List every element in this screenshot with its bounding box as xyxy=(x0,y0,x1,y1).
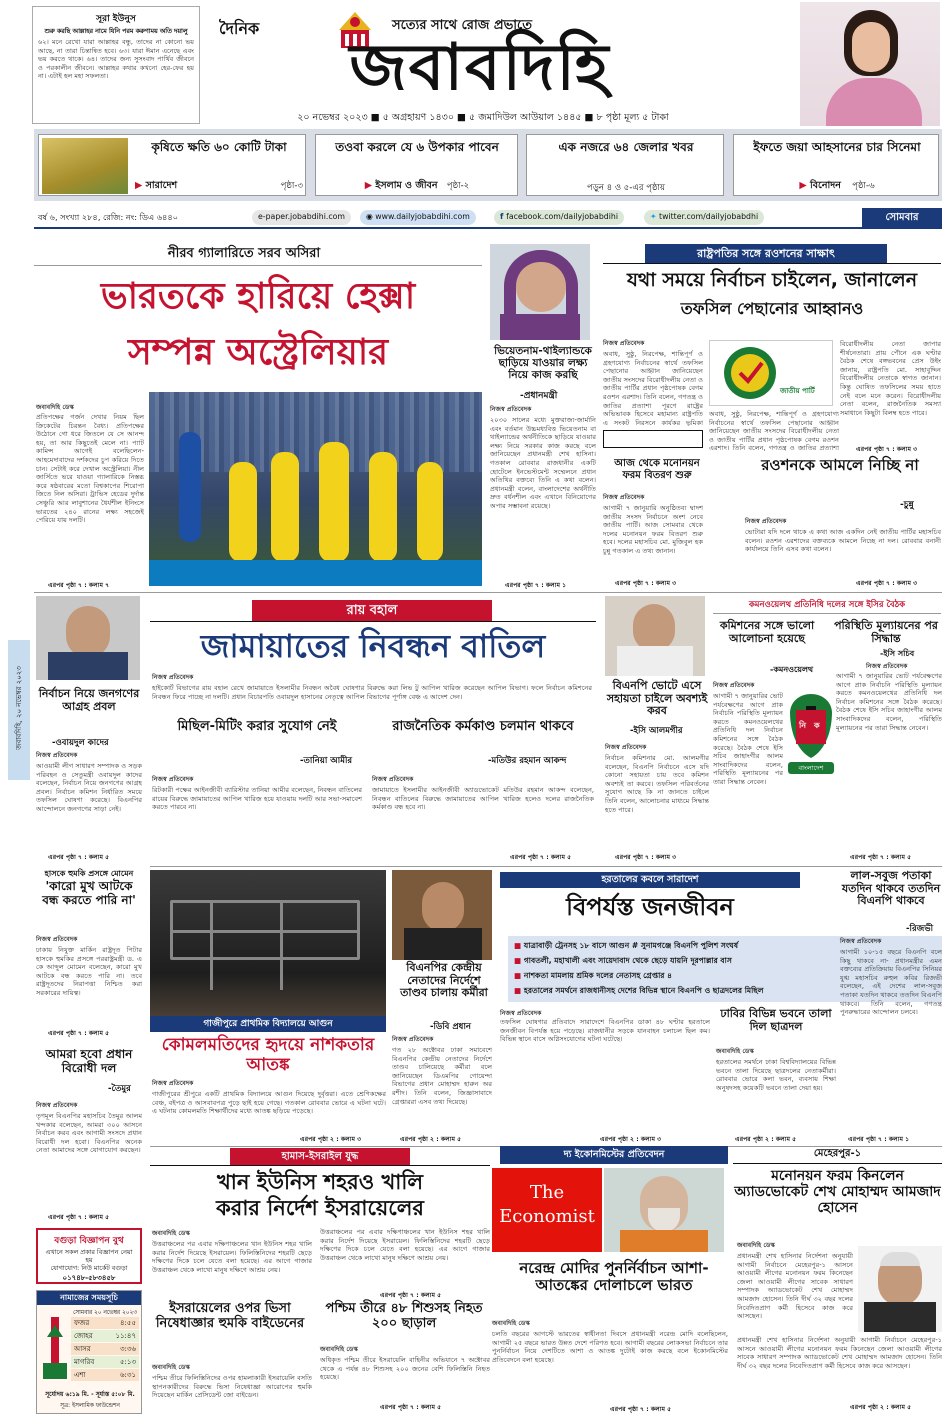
pm-attrib: -প্রধানমন্ত্রী xyxy=(520,391,558,401)
teaser-page: পৃষ্ঠা-৩ xyxy=(280,181,303,191)
actress-photo xyxy=(800,2,940,126)
facebook-icon: f xyxy=(500,212,507,221)
economist-continue: এরপর পৃষ্ঠা ৭ : কলাম ৫ xyxy=(610,1406,672,1413)
economist-byline: জবাবদিহি ডেস্ক xyxy=(492,1320,530,1327)
commonwealth-attrib-right: -ইসি সচিব xyxy=(880,649,915,658)
hasan-byline: নিজস্ব প্রতিবেদক xyxy=(36,936,78,943)
commonwealth-kicker: কমনওয়েলথ প্রতিনিধি দলের সঙ্গে ইসির বৈঠক xyxy=(713,598,941,614)
ad-box[interactable] xyxy=(36,1228,142,1284)
prayer-title: নামাজের সময়সূচি xyxy=(37,1291,141,1305)
quran-subtitle: শুরু করছি আল্লাহর নামে যিনি পরম করুণাময় অতি দয়ালু xyxy=(44,28,188,35)
ec-photo xyxy=(605,596,705,676)
section-rule xyxy=(150,866,942,867)
meherpur-kicker: মেহেরপুর-১ xyxy=(733,1146,942,1164)
hartal-continue: এরপর পৃষ্ঠা ২ : কলাম ৩ xyxy=(600,1136,662,1143)
side-date: জবাবদিহি, ২০ নভেম্বর ২০২৩ xyxy=(8,640,30,780)
election-commission-logo: নি ক বাংলাদেশ xyxy=(786,690,836,780)
economist-kicker: দ্য ইকোনমিস্টের প্রতিবেদন xyxy=(500,1146,728,1164)
jamaat-continue: এরপর পৃষ্ঠা ৭ : কলাম ৫ xyxy=(510,854,572,861)
quader-body: আওয়ামী লীগ সাধারণ সম্পাদক ও সড়ক পরিবহন ও সেতুমন্ত্রী ওবায়দুল কাদের বলেছেন, নির্বাচন নিয়ে জনগণের আগ্রহ প্রবল। নির্বাচন কমিশন নির্ধারিত সময়ে তফসিল ঘোষণা করেছে। বিএনপির আন্দোলনে জনগণের সাড়া নেই। xyxy=(36,762,142,813)
forms-body: আগামী ৭ জানুয়ারি অনুষ্ঠিতব্য দ্বাদশ জাতীয় সংসদ নির্বাচনে অংশ নেবে জাতীয় পার্টি। আজ সোমবার থেকে দলের মনোনয়ন ফরম বিতরণ শুরু হবে। দলের মহাসচিব মো. মুজিবুল হক চুন্নু গতকাল এ তথ্য জানান। xyxy=(603,504,703,555)
economist-logo: The Economist xyxy=(492,1168,602,1252)
mosque-icon xyxy=(41,1313,69,1383)
forms-continue: এরপর পৃষ্ঠা ৭ : কলাম ৩ xyxy=(615,580,677,587)
president-kicker: রাষ্ট্রপতির সঙ্গে রওশনের সাক্ষাৎ xyxy=(603,244,941,264)
westbank-headline: পশ্চিম তীরে ৪৮ শিশুসহ নিহত ২০০ ছাড়াল xyxy=(325,1301,483,1331)
teaser-section: বিনোদন xyxy=(810,180,841,191)
forms-byline: নিজস্ব প্রতিবেদক xyxy=(603,494,645,501)
section-rule xyxy=(34,592,942,593)
meherpur-body-2: প্রধানমন্ত্রী শেখ হাসিনার নির্দেশনা অনুযায়ী আগামী নির্বাচনে মেহেরপুর-১ আসনে আওয়ামী লীগের মনোনয়ন ফরম কিনেছেন জেলা আওয়ামী লীগের সাবেক সাধারণ সম্পাদক অ্যাডভোকেট শেখ মোহাম্মদ আমজাদ হোসেন। তিনি দীর্ঘ ৩২ বছর দলের নিবেদিতপ্রাণ কর্মী হিসেবে কাজ করে আসছেন। xyxy=(737,1336,942,1370)
president-byline: নিজস্ব প্রতিবেদক xyxy=(603,340,645,347)
redgreen-byline: নিজস্ব প্রতিবেদক xyxy=(840,938,882,945)
jamaat-quote-left-body: রিটকারী পক্ষের আইনজীবী ব্যারিস্টার তানিয়া আমীর বলেছেন, নিবন্ধন বাতিলের রায়ের বিরুদ্ধে জামায়াতের আপিল খারিজ হয়ে যাওয়ায় দলটি আর সভা-সমাবেশ করতে পারবে না। xyxy=(152,786,362,812)
westbank-byline: জবাবদিহি ডেস্ক xyxy=(320,1346,358,1353)
hasan-headline: 'কারো মুখ আটকে বন্ধ করতে পারি না' xyxy=(42,879,136,907)
forms-box xyxy=(603,430,703,448)
meherpur-byline: জবাবদিহি ডেস্ক xyxy=(737,1242,775,1249)
prayer-note: সোমবার ২০ নভেম্বর ২০২৩ xyxy=(72,1310,138,1316)
day-badge: সোমবার xyxy=(862,208,942,227)
ad-phone: ০১৭৪৮-৫৮৩৪৫৮ xyxy=(62,1274,116,1282)
jatiya-party-logo: জাতীয় পার্টি xyxy=(709,340,833,406)
quader-headline: নির্বাচন নিয়ে জনগণের আগ্রহ প্রবল xyxy=(38,687,140,713)
redgreen-continue: এরপর পৃষ্ঠা ৭ : কলাম ১ xyxy=(848,1136,910,1143)
quran-text: ৬২। মনে রেখো যারা আল্লাহর বন্ধু, তাদের না কোনো ভয় আছে, না তারা চিন্তান্বিত হবে। ৬৩। যারা ঈমান এনেছে এবং ভয় করতে থাকে। ৬৪। তাদের জন্য সুসংবাদ পার্থিব জীবনে ও পরকালীন জীবনে। আল্লাহর কথার কখনো হের-ফের হয় না। এটাই হল মহা সফলতা। xyxy=(38,38,194,81)
bnp-ec-attrib: -ইসি আলমগীর xyxy=(630,726,683,736)
cricket-headline-2: সম্পন্ন অস্ট্রেলিয়ার xyxy=(127,332,389,373)
cricket-kicker: নীরব গ্যালারিতে সরব অসিরা xyxy=(34,244,482,266)
dhaka-univ-headline: ঢাবির বিভিন্ন ভবনে তালা দিল ছাত্রদল xyxy=(720,1007,832,1033)
fire-headline: কোমলমতিদের হৃদয়ে নাশকতার আতঙ্ক xyxy=(161,1035,375,1075)
teaser-page: পৃষ্ঠা-৬ xyxy=(852,181,875,191)
hartal-kicker: হরতালের কবলে সারাদেশ xyxy=(500,872,800,888)
president-subheadline: তফসিল পেছানোর আহ্বানও xyxy=(680,299,864,318)
teaser-title: কৃষিতে ক্ষতি ৬০ কোটি টাকা xyxy=(151,140,287,154)
globe-icon: ◉ xyxy=(366,212,376,221)
hartal-bullet: ■ গাবতলী, মহাখালী এবং সায়েদাবাদ থেকে ছেড়ে যায়নি দূরপাল্লার বাস xyxy=(514,956,732,965)
quran-title: সূরা ইউনুস xyxy=(96,14,136,24)
bnp-ec-byline: নিজস্ব প্রতিবেদক xyxy=(605,744,647,751)
dhaka-univ-body: হরতালের সমর্থনে ঢাকা বিশ্ববিদ্যালয়ের বিভিন্ন ভবনে তালা দিয়েছে ছাত্রদলের নেতাকর্মীরা। রোববার ভোরে কলা ভবন, ব্যবসায় শিক্ষা অনুষদসহ কয়েকটি ভবনে তালা দেয়া হয়। xyxy=(716,1058,836,1092)
opposition-byline: নিজস্ব প্রতিবেদক xyxy=(36,1102,78,1109)
pm-body: ২০৩০ সালের মধ্যে মুক্তরাজ্য-জার্মানি এবং বর্তমান উচ্চমধ্যবিত্ত ভিয়েতনাম বা থাইল্যান্ডের অর্থনীতিকে ছাড়িয়ে যাওয়ার লক্ষ্য নিয়ে সরকার কাজ করছে বলে জানিয়েছেন প্রধানমন্ত্রী শেখ হাসিনা। গতকাল রোববার রাজধানীর একটি হোটেলে ইনভেস্টমেন্ট সম্মেলনে প্রধান অতিথির বক্তব্যে তিনি এ কথা বলেন। প্রধানমন্ত্রী বলেন, বাংলাদেশের অর্থনীতি দ্রুত বর্ধনশীল এবং এখানে বিনিয়োগের অপার সম্ভাবনা রয়েছে। xyxy=(490,416,596,510)
prayer-row: জোহর ১১:৪৭ xyxy=(71,1330,139,1342)
rowshan-continue: এরপর পৃষ্ঠা ৭ : কলাম ৩ xyxy=(856,580,918,587)
quader-continue: এরপর পৃষ্ঠা ৭ : কলাম ৫ xyxy=(48,854,110,861)
rice-photo xyxy=(42,138,128,194)
commonwealth-byline: নিজস্ব প্রতিবেদক xyxy=(866,663,908,670)
prayer-row: মাগরিব ৫:১৩ xyxy=(71,1356,139,1368)
fire-body: গাজীপুরের শ্রীপুরে একটি প্রাথমিক বিদ্যালয়ে আগুন দিয়েছে দুর্বৃত্তরা। এতে শ্রেণিকক্ষের বেঞ্চ, বইপত্র ও আসবাবপত্র পুড়ে ছাই হয়ে গেছে। গতকাল রোববার ভোরে এ ঘটনা ঘটে। এ ঘটনায় কোমলমতি শিক্ষার্থীদের মধ্যে আতঙ্ক ছড়িয়ে পড়েছে। xyxy=(152,1090,386,1116)
hartal-bullet: ■ নাশকতা মামলায় শ্রমিক দলের নেতাসহ গ্রেপ্তার ৪ xyxy=(514,971,673,980)
twitter-icon: ✦ xyxy=(650,212,660,221)
info-bar xyxy=(34,207,942,229)
hasan-body: ঢাকায় নিযুক্ত মার্কিন রাষ্ট্রদূত পিটার হাসকে হুমকির প্রসঙ্গে পররাষ্ট্রমন্ত্রী ড. এ কে আব্দুল মোমেন বলেছেন, কারো মুখ আটকে বন্ধ করতে পারি না। তবে রাষ্ট্রদূতদের নিরাপত্তা নিশ্চিত করা সরকারের দায়িত্ব। xyxy=(36,946,142,997)
prayer-source: সূত্র: ইসলামিক ফাউন্ডেশন xyxy=(60,1403,120,1409)
hartal-bullet: ■ হরতালের সমর্থনে রাজধানীসহ দেশের বিভিন্ন স্থানে বিএনপি ও ছাত্রদলের মিছিল xyxy=(514,986,764,995)
meherpur-continue: এরপর পৃষ্ঠা ২ : কলাম ৫ xyxy=(850,1404,912,1411)
jamaat-body: হাইকোর্ট বিভাগের রায় বহাল রেখে জামায়াতে ইসলামীর নিবন্ধন অবৈধ ঘোষণার বিরুদ্ধে করা লিভ টু আপিল খারিজ করেছেন আপিল বিভাগ। ফলে নির্বাচন কমিশনের নিবন্ধন ফিরে পাচ্ছে না দলটি। প্রধান বিচারপতি ওবায়দুল হাসানের নেতৃত্বে আপিল বিভাগের পূর্ণাঙ্গ বেঞ্চ এ আদেশ দেন। xyxy=(152,684,592,701)
commonwealth-body-left: আগামী ৭ জানুয়ারির ভোট পর্যবেক্ষণের আগে প্রাক নির্বাচনি পরিস্থিতি মূল্যায়ন করতে কমনওয়েলথের প্রতিনিধি দল নির্বাচন কমিশনের সঙ্গে বৈঠক করেছে। বৈঠক শেষে ইসি সচিব জাহাংগীর আলম সাংবাদিকদের বলেন, পরিস্থিতি মূল্যায়নের পর তারা সিদ্ধান্ত নেবেন। xyxy=(713,692,783,786)
redgreen-attrib: -রিজভী xyxy=(906,924,934,934)
jamaat-byline: নিজস্ব প্রতিবেদক xyxy=(152,674,194,681)
twitter-link[interactable]: ✦ twitter.com/dailyjobabdhi xyxy=(644,210,764,225)
opposition-headline: আমরা হবো প্রধান বিরোধী দল xyxy=(45,1047,133,1075)
gaza-headline-2: করার নির্দেশ ইসরায়েলের xyxy=(216,1196,424,1220)
gaza-body-2: উত্তরাঞ্চলের পর এবার দক্ষিণাঞ্চলের খান ইউনিস শহর খালি করার নির্দেশ দিয়েছে ইসরায়েল। ফিলিস্তিনিদের শহরটি ছেড়ে দক্ষিণের দিকে চলে যেতে বলা হয়েছে। এর আগে গাজার উত্তরাঞ্চল থেকে লাখো মানুষ দক্ষিণে আশ্রয় নেয়। xyxy=(320,1228,490,1262)
teaser-islam[interactable] xyxy=(315,134,518,196)
jamaat-quote-right-byline: নিজস্ব প্রতিবেদক xyxy=(372,776,414,783)
bullet-icon: ■ xyxy=(514,986,524,995)
quader-photo xyxy=(36,596,140,680)
president-body-2: বিরোধীদলীয় নেতা জাপার শীর্ষনেতারা। প্রায় পৌনে এক ঘণ্টার বৈঠক শেষে বঙ্গভবনের প্রেস উইং জানায়, রাষ্ট্রপতি মো. সাহাবুদ্দিন বিরোধীদলীয় নেতাকে স্বাগত জানান। কিন্তু ঘোষিত তফসিলের সময় হাতে নেই বলে মনে করেন। বিরোধীদলীয় নেতা বলেন, রাজনৈতিক সমস্যা সমাধানে কিছুটা বিলম্ব হতে পারে। xyxy=(840,340,941,417)
opposition-continue: এরপর পৃষ্ঠা ৭ : কলাম ৫ xyxy=(48,1214,110,1221)
pm-continue: এরপর পৃষ্ঠা ৭ : কলাম ১ xyxy=(505,582,567,589)
hasan-kicker: হাসকে হুমকি প্রসঙ্গে মোমেন xyxy=(44,869,134,878)
prayer-box xyxy=(36,1290,142,1414)
redgreen-body: আগামী ১০-১৫ বছরে বিএনপি বলে কিছু থাকবে না- প্রধানমন্ত্রীর এমন বক্তব্যের প্রতিক্রিয়ায় বিএনপির সিনিয়র যুগ্ম মহাসচিব রুহুল কবির রিজভী বলেছেন, এই দেশের লাল-সবুজ পতাকা যতদিন থাকবে ততদিন বিএনপি থাকবে। তিনি বলেন, গণতন্ত্র পুনরুদ্ধারের আন্দোলন চলবে। xyxy=(840,948,942,1017)
hartal-bullet: ■ যাত্রাবাড়ী ট্রেনসহ ১৮ বাসে আগুন # সুনামগঞ্জে বিএনপি পুলিশ সংঘর্ষ xyxy=(514,941,739,950)
bnp-ec-continue: এরপর পৃষ্ঠা ৭ : কলাম ৩ xyxy=(615,854,677,861)
masthead-dateline: ২০ নভেম্বর ২০২৩ ■ ৫ অগ্রহায়ণ ১৪৩০ ■ ৫ জমাদিউল আউয়াল ১৪৪৫ ■ ৮ পৃষ্ঠা মূল্য ৫ টাকা xyxy=(297,112,669,123)
issue-info: বর্ষ ৬, সংখ্যা ২৮৪, রেজি: নং: ডিএ ৬৪৪০ xyxy=(38,212,179,222)
teaser-title: তওবা করলে যে ৬ উপকার পাবেন xyxy=(335,140,499,154)
fire-byline: নিজস্ব প্রতিবেদক xyxy=(152,1080,194,1087)
president-body-3: অবাধ, সুষ্ঠু, নিরপেক্ষ, শান্তিপূর্ণ ও গ্রহণযোগ্য নির্বাচনের স্বার্থে তফসিল পেছানোর আহ্বান জানিয়েছেন জাতীয় সংসদের বিরোধীদলীয় নেতা ও জাতীয় পার্টির প্রধান পৃষ্ঠপোষক বেগম রওশন এরশাদ। তিনি বলেন, গণতন্ত্র ও জাতির প্রত্যাশা xyxy=(709,410,839,452)
bullet-icon: ▶ xyxy=(135,180,146,191)
teaser-page: পড়ুন ৪ ও ৫-এর পৃষ্ঠায় xyxy=(587,183,665,193)
prayer-row: আসর ৩:৩৬ xyxy=(71,1343,139,1355)
opposition-body: তৃণমূল বিএনপির মহাসচিব তৈমুর আলম খন্দকার বলেছেন, আমরা ৩০০ আসনে নির্বাচন করব এবং আগামী সংসদে প্রধান বিরোধী দল হবো। বিএনপির অনেক নেতা আমাদের সঙ্গে যোগাযোগ করছেন। xyxy=(36,1112,142,1155)
cricket-continue: এরপর পৃষ্ঠা ৭ : কলাম ৭ xyxy=(48,582,110,589)
jamaat-headline: জামায়াতের নিবন্ধন বাতিল xyxy=(200,627,546,665)
facebook-link[interactable]: f facebook.com/dailyjobabdihi xyxy=(494,210,624,225)
prayer-row: ফজর ৪:৫৫ xyxy=(71,1317,139,1329)
cricket-byline: জবাবদিহি ডেস্ক xyxy=(36,404,74,411)
president-body: অবাধ, সুষ্ঠু, নিরপেক্ষ, শান্তিপূর্ণ ও গ্রহণযোগ্য নির্বাচনের স্বার্থে তফসিল পেছানোর আহ্বান জানিয়েছেন জাতীয় সংসদের বিরোধীদলীয় নেতা ও জাতীয় পার্টির প্রধান পৃষ্ঠপোষক বেগম রওশন এরশাদ। তিনি বলেন, গণতন্ত্র ও জাতির প্রত্যাশা পূরণে রাষ্ট্রের অভিভাবক হিসেবে মহামান্য রাষ্ট্রপতি এ সংকট নিরসনে কার্যকর ভূমিকা xyxy=(603,350,703,426)
prayer-list xyxy=(71,1317,139,1381)
gaza-kicker: হামাস-ইসরাইল যুদ্ধ xyxy=(150,1146,490,1166)
cricket-photo xyxy=(149,392,482,586)
redgreen-headline: লাল-সবুজ পতাকা যতদিন থাকবে ততদিন বিএনপি থাকবে xyxy=(841,869,941,908)
bullet-icon: ■ xyxy=(514,941,524,950)
pm-headline: ভিয়েতনাম-থাইল্যান্ডকে ছাড়িয়ে যাওয়ার লক্ষ্য নিয়ে কাজ করছি xyxy=(494,345,592,382)
gaza-headline-1: খান ইউনিস শহরও খালি xyxy=(216,1170,424,1194)
westbank-body: অধিকৃত পশ্চিম তীরে ইসরায়েলি বাহিনীর অভিযানে ৭ অক্টোবর থেকে এ পর্যন্ত ৪৮ শিশুসহ ২০০ জনের বেশি ফিলিস্তিনি নিহত হয়েছে। xyxy=(320,1356,490,1382)
bnp-center-continue: এরপর পৃষ্ঠা ২ : কলাম ৫ xyxy=(400,1136,462,1143)
epaper-link[interactable]: e-paper.jobabdihi.com xyxy=(252,210,351,225)
meherpur-body: প্রধানমন্ত্রী শেখ হাসিনার নির্দেশনা অনুযায়ী আগামী নির্বাচনে মেহেরপুর-১ আসনে আওয়ামী লীগের মনোনয়ন ফরম কিনেছেন জেলা আওয়ামী লীগের সাবেক সাধারণ সম্পাদক অ্যাডভোকেট শেখ মোহাম্মদ আমজাদ হোসেন। তিনি দীর্ঘ ৩২ বছর দলের নিবেদিতপ্রাণ কর্মী হিসেবে কাজ করে আসছেন। xyxy=(737,1252,853,1321)
masthead-prefix: দৈনিক xyxy=(219,19,260,38)
jamaat-kicker: রায় বহাল xyxy=(150,598,596,622)
modi-photo xyxy=(604,1168,724,1252)
visa-headline: ইসরায়েলের ওপর ভিসা নিষেধাজ্ঞার হুমকি বাইডেনের xyxy=(155,1301,305,1331)
cricket-headline-1: ভারতকে হারিয়ে হেক্সা xyxy=(100,276,416,317)
teaser-page: পৃষ্ঠা-২ xyxy=(446,181,470,191)
ad-body: এখানে সকল প্রকার বিজ্ঞাপন নেয়া হয় xyxy=(45,1248,133,1264)
teaser-section: সারাদেশ xyxy=(145,180,178,191)
bullet-icon: ▶ xyxy=(364,180,376,191)
bnp-center-headline: বিএনপির কেন্দ্রীয় নেতাদের নির্দেশে তাণ্ডব চালায় কর্মীরা xyxy=(400,961,488,1000)
commonwealth-headline-left: কমিশনের সঙ্গে ভালো আলোচনা হয়েছে xyxy=(719,619,815,645)
ad-title: বগুড়া বিজ্ঞাপন বুথ xyxy=(54,1236,124,1246)
bullet-icon: ▶ xyxy=(799,180,810,191)
fire-continue: এরপর পৃষ্ঠা ২ : কলাম ৩ xyxy=(300,1136,362,1143)
jamaat-quote-left-headline: মিছিল-মিটিং করার সুযোগ নেই xyxy=(177,719,337,734)
quader-attrib: -ওবায়দুল কাদের xyxy=(52,738,109,748)
hartal-headline: বিপর্যস্ত জনজীবন xyxy=(566,893,734,921)
jamaat-quote-left-attrib: -তানিয়া আমীর xyxy=(300,756,353,766)
bnp-center-byline: নিজস্ব প্রতিবেদক xyxy=(392,1036,434,1043)
bnp-center-body: গত ২৮ অক্টোবর ঢাকা সমাবেশে বিএনপির কেন্দ্রীয় নেতাদের নির্দেশে তাণ্ডব চালিয়েছে কর্মীরা বলে জানিয়েছেন ডিএমপির গোয়েন্দা বিভাগের প্রধান মোহাম্মদ হারুন অর রশীদ। তিনি বলেন, জিজ্ঞাসাবাদে গ্রেপ্তাররা এসব তথ্য দিয়েছে। xyxy=(392,1046,492,1106)
ad-contact: যোগাযোগ: নিউ মার্কেট বগুড়া xyxy=(50,1264,128,1272)
hasan-continue: এরপর পৃষ্ঠা ৭ : কলাম ৫ xyxy=(48,1030,110,1037)
bnp-center-attrib: -ডিবি প্রধান xyxy=(430,1022,471,1032)
quader-byline: নিজস্ব প্রতিবেদক xyxy=(36,752,78,759)
cricket-body: প্রতিপক্ষের গর্জন দেখার নিয়ম ছিল ক্রিকেটের চিরন্তন বৈধ্য। প্রতিপক্ষের উঠোনে গো ধরে জিতলে যে সে আনন্দ হয়, তা আর কিছুতেই মেলে না। প্যাট কামিন্স আগেই বলেছিলেন- আহমেদাবাদের দর্শকদের চুপ করিয়ে দিতে চান। সেটাই করে দেখাল অস্ট্রেলিয়া। নীল জার্সিতে ভরে যাওয়া গ্যালারিকে নিস্তব্ধ করে ষষ্ঠবারের মতো বিশ্বকাপের শিরোপা জিতে নিল অসিরা। ট্রাভিস হেডের দুর্দান্ত সেঞ্চুরি আর লাবুশানের ধৈর্যশীল ইনিংসে ভারতের ২৪০ রানের লক্ষ্য সহজেই পেরিয়ে যায় দলটি। xyxy=(36,413,144,525)
gaza-body: উত্তরাঞ্চলের পর এবার দক্ষিণাঞ্চলের খান ইউনিস শহর খালি করার নির্দেশ দিয়েছে ইসরায়েল। ফিলিস্তিনিদের শহরটি ছেড়ে দক্ষিণের দিকে চলে যেতে বলা হয়েছে। এর আগে গাজার উত্তরাঞ্চল থেকে লাখো মানুষ দক্ষিণে আশ্রয় নেয়। xyxy=(152,1240,312,1274)
president-headline: যথা সময়ে নির্বাচন চাইলেন, জানালেন xyxy=(626,269,918,291)
pm-photo xyxy=(490,244,590,340)
rowshan-body: ভোটারা যদি দলে থাকে এ কথা আজ একদিন নেই জাতীয় পার্টির মহাসচিব বলেন। রওশন এরশাদের বক্তব্যকে আমলে নিচ্ছে না দল। রোববার বনানী কার্যালয়ে তিনি এসব কথা বলেন। xyxy=(745,528,941,554)
rowshan-headline: রওশনকে আমলে নিচ্ছি না xyxy=(761,456,919,474)
amjad-photo xyxy=(858,1246,942,1332)
teaser-cinema[interactable] xyxy=(733,134,939,196)
bnp-ec-body: নির্বাচন কমিশনার মো. আলমগীর বলেছেন, বিএনপি নির্বাচনে এসে যদি কোনো সহায়তা চায় তবে কমিশন অবশ্যই তা করবে। তফসিল পরিবর্তনের সুযোগ আছে কি না জানতে চাইলে তিনি বলেন, আলোচনার মাধ্যমে সিদ্ধান্ত হতে পারে। xyxy=(605,754,709,814)
prayer-row: এশা ৬:৩১ xyxy=(71,1369,139,1381)
bnp-ec-headline: বিএনপি ভোটে এসে সহায়তা চাইলে অবশ্যই করব xyxy=(606,679,708,718)
pm-byline: নিজস্ব প্রতিবেদক xyxy=(490,406,532,413)
bullet-icon: ■ xyxy=(514,971,524,980)
hartal-body: তফসিল ঘোষণার প্রতিবাদে সারাদেশে বিএনপির ডাকা ৪৮ ঘণ্টার হরতালে জনজীবন বিপর্যস্ত হয়ে পড়েছে। রাজধানীর সড়কে যানবাহন চলাচল ছিল কম। বিভিন্ন স্থানে বাসে অগ্নিসংযোগের ঘটনা ঘটেছে। xyxy=(500,1018,710,1044)
visa-byline: জবাবদিহি ডেস্ক xyxy=(152,1364,190,1371)
jamaat-quote-left-byline: নিজস্ব প্রতিবেদক xyxy=(152,776,194,783)
rowshan-attrib: -চুন্নু xyxy=(900,500,914,510)
fire-photo xyxy=(150,870,386,1018)
harun-photo xyxy=(392,870,492,960)
web-link[interactable]: ◉ www.dailyjobabdihi.com xyxy=(360,210,476,225)
teaser-krishi[interactable] xyxy=(38,134,306,196)
visa-body: পশ্চিম তীরে ফিলিস্তিনিদের ওপর হামলাকারী ইসরায়েলি বসতি স্থাপনকারীদের বিরুদ্ধে ভিসা নিষেধাজ্ঞা আরোপের হুমকি দিয়েছেন মার্কিন প্রেসিডেন্ট জো বাইডেন। xyxy=(152,1374,312,1400)
president-continue: এরপর পৃষ্ঠা ৭ : কলাম ৩ xyxy=(856,446,918,453)
gaza-continue: এরপর পৃষ্ঠা ৭ : কলাম ৫ xyxy=(380,1292,442,1299)
forms-headline: আজ থেকে মনোনয়ন ফরম বিতরণ শুরু xyxy=(614,458,700,481)
masthead-slogan: সত্যের সাথে রোজ প্রভাতে xyxy=(392,18,533,33)
bullet-icon: ■ xyxy=(514,956,524,965)
rowshan-byline: নিজস্ব প্রতিবেদক xyxy=(745,518,787,525)
quran-box xyxy=(32,6,200,124)
hartal-byline: নিজস্ব প্রতিবেদক xyxy=(500,1010,542,1017)
jamaat-quote-right-body: জামায়াতে ইসলামীর আইনজীবী অ্যাডভোকেট মতিউর রহমান আকন্দ বলেছেন, নিবন্ধন বাতিলের বিরুদ্ধে জামায়াতের আপিল খারিজ হলেও দলের রাজনৈতিক কর্মকাণ্ড বন্ধ হবে না। xyxy=(372,786,594,812)
dhaka-univ-byline: জবাবদিহি ডেস্ক xyxy=(716,1048,754,1055)
commonwealth-continue: এরপর পৃষ্ঠা ৭ : কলাম ৫ xyxy=(850,854,912,861)
commonwealth-body-right: আগামী ৭ জানুয়ারির ভোট পর্যবেক্ষণের আগে প্রাক নির্বাচনি পরিস্থিতি মূল্যায়ন করতে কমনওয়েলথের প্রতিনিধি দল নির্বাচন কমিশনের সঙ্গে বৈঠক করেছে। বৈঠক শেষে ইসি সচিব জাহাংগীর আলম সাংবাদিকদের বলেন, পরিস্থিতি মূল্যায়নের পর তারা সিদ্ধান্ত নেবেন। xyxy=(836,672,942,732)
opposition-attrib: -তৈমুর xyxy=(108,1084,131,1094)
commonwealth-attrib-left: -কমনওয়েলথ xyxy=(770,665,814,674)
commonwealth-byline-left: নিজস্ব প্রতিবেদক xyxy=(713,682,755,689)
economist-headline: নরেন্দ্র মোদির পুনর্নির্বাচন আশা-আতঙ্কের দোলাচলে ভারত xyxy=(519,1259,709,1295)
dhaka-univ-continue: এরপর পৃষ্ঠা ২ : কলাম ৫ xyxy=(735,1136,797,1143)
teaser-district[interactable] xyxy=(526,134,724,196)
teaser-title: এক নজরে ৬৪ জেলার খবর xyxy=(558,140,694,154)
meherpur-headline: মনোনয়ন ফরম কিনলেন অ্যাডভোকেট শেখ মোহাম্মদ আমজাদ হোসেন xyxy=(734,1168,941,1217)
commonwealth-headline-right: পরিস্থিতি মূল্যায়নের পর সিদ্ধান্ত xyxy=(834,619,938,645)
teaser-section: ইসলাম ও জীবন xyxy=(375,180,438,191)
masthead-name: জবাবদিহি xyxy=(349,30,611,105)
jamaat-quote-right-attrib: -মতিউর রহমান আকন্দ xyxy=(488,756,567,766)
westbank-continue: এরপর পৃষ্ঠা ৭ : কলাম ৫ xyxy=(380,1404,442,1411)
sun-times: সূর্যোদয় ৬:১৯ মি. - সূর্যাস্ত ৫:০৮ মি. xyxy=(45,1391,135,1398)
economist-body: চলতি বছরের আগস্টে ভারতের স্বাধীনতা দিবসে প্রধানমন্ত্রী নরেন্দ্র মোদি বলেছিলেন, আগামী ২৫ বছরে ভারত উন্নত দেশে পরিণত হবে। আগামী বছরের লোকসভা নির্বাচনে তার পুনর্নির্বাচন নিয়ে দেশটিতে আশা ও আতঙ্ক দুটোই কাজ করছে বলে ইকোনমিস্টের প্রতিবেদনে বলা হয়েছে। xyxy=(492,1330,728,1364)
jamaat-quote-right-headline: রাজনৈতিক কর্মকাণ্ড চলমান থাকবে xyxy=(392,719,574,734)
fire-caption: গাজীপুরে প্রাথমিক বিদ্যালয়ে আগুন xyxy=(150,1016,386,1032)
gaza-byline: জবাবদিহি ডেস্ক xyxy=(152,1230,190,1237)
teaser-title: ইফতে জয়া আহসানের চার সিনেমা xyxy=(753,140,921,154)
